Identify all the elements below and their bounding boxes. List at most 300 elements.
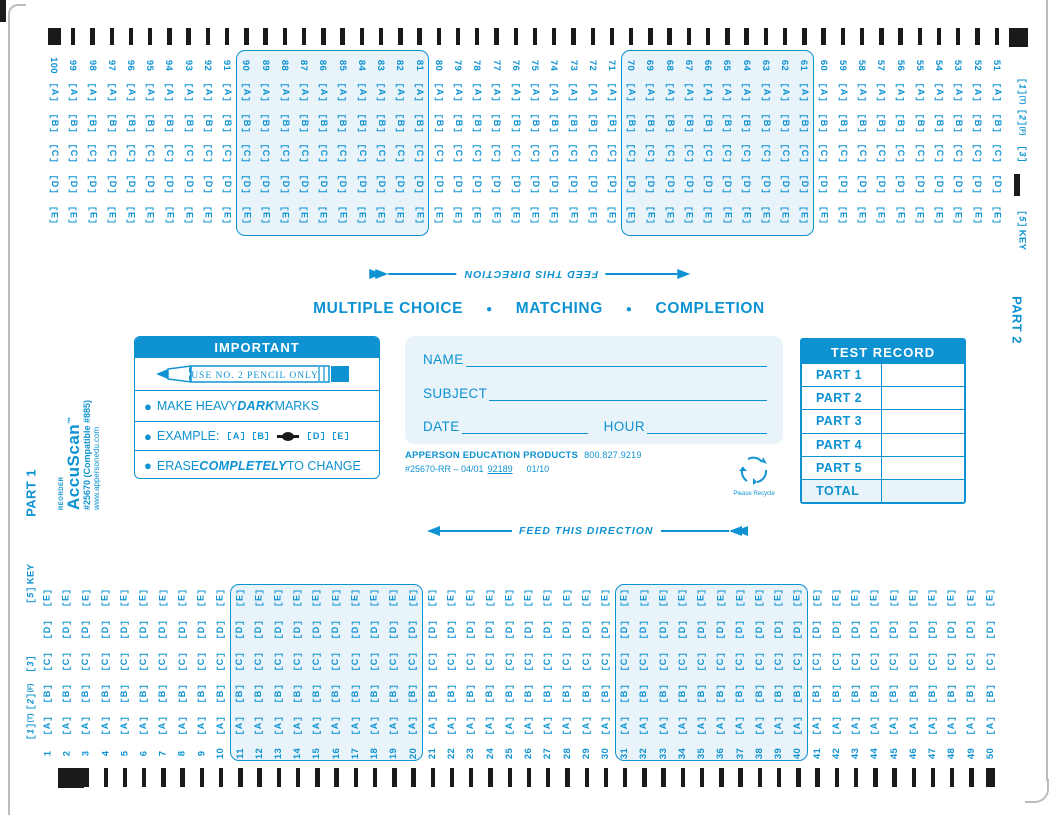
bubble-q59-C[interactable]: C: [833, 138, 852, 169]
bubble-q26-A[interactable]: A: [519, 710, 538, 742]
bubble-q61-D[interactable]: D: [794, 169, 813, 200]
bubble-q53-B[interactable]: B: [948, 108, 967, 139]
bubble-q52-C[interactable]: C: [968, 138, 987, 169]
bubble-q44-C[interactable]: C: [865, 646, 884, 678]
bubble-q55-A[interactable]: A: [910, 77, 929, 108]
bubble-q32-E[interactable]: E: [634, 582, 653, 614]
bubble-q10-C[interactable]: C: [211, 646, 230, 678]
bubble-q58-E[interactable]: E: [852, 199, 871, 230]
bubble-q75-A[interactable]: A: [525, 77, 544, 108]
bubble-q86-D[interactable]: D: [313, 169, 332, 200]
bubble-q98-E[interactable]: E: [82, 199, 101, 230]
bubble-q29-A[interactable]: A: [577, 710, 596, 742]
bubble-q64-C[interactable]: C: [737, 138, 756, 169]
bubble-q10-D[interactable]: D: [211, 614, 230, 646]
bubble-q99-A[interactable]: A: [63, 77, 82, 108]
bubble-q21-D[interactable]: D: [423, 614, 442, 646]
bubble-q76-E[interactable]: E: [506, 199, 525, 230]
bubble-q98-C[interactable]: C: [82, 138, 101, 169]
bubble-q12-D[interactable]: D: [250, 614, 269, 646]
bubble-q91-E[interactable]: E: [217, 199, 236, 230]
bubble-q24-C[interactable]: C: [481, 646, 500, 678]
bubble-q48-C[interactable]: C: [942, 646, 961, 678]
test-record-score-cell[interactable]: [882, 434, 964, 456]
bubble-q81-C[interactable]: C: [410, 138, 429, 169]
bubble-q77-D[interactable]: D: [487, 169, 506, 200]
bubble-q65-B[interactable]: B: [717, 108, 736, 139]
bubble-q54-A[interactable]: A: [929, 77, 948, 108]
bubble-q53-C[interactable]: C: [948, 138, 967, 169]
bubble-q22-D[interactable]: D: [442, 614, 461, 646]
bubble-q82-C[interactable]: C: [390, 138, 409, 169]
bubble-q86-E[interactable]: E: [313, 199, 332, 230]
bubble-q83-B[interactable]: B: [371, 108, 390, 139]
bubble-q100-A[interactable]: A: [44, 77, 63, 108]
bubble-q15-E[interactable]: E: [307, 582, 326, 614]
bubble-q40-D[interactable]: D: [788, 614, 807, 646]
bubble-q92-A[interactable]: A: [198, 77, 217, 108]
bubble-q55-C[interactable]: C: [910, 138, 929, 169]
bubble-q94-C[interactable]: C: [159, 138, 178, 169]
bubble-q54-B[interactable]: B: [929, 108, 948, 139]
bubble-q90-B[interactable]: B: [236, 108, 255, 139]
bubble-q48-D[interactable]: D: [942, 614, 961, 646]
bubble-q93-C[interactable]: C: [179, 138, 198, 169]
bubble-q31-C[interactable]: C: [615, 646, 634, 678]
bubble-q84-C[interactable]: C: [352, 138, 371, 169]
bubble-q75-C[interactable]: C: [525, 138, 544, 169]
bubble-q45-B[interactable]: B: [885, 678, 904, 710]
bubble-q69-D[interactable]: D: [640, 169, 659, 200]
bubble-q7-B[interactable]: B: [153, 678, 172, 710]
bubble-q60-B[interactable]: B: [814, 108, 833, 139]
bubble-q95-A[interactable]: A: [140, 77, 159, 108]
bubble-q7-E[interactable]: E: [153, 582, 172, 614]
bubble-q47-D[interactable]: D: [923, 614, 942, 646]
bubble-q9-E[interactable]: E: [192, 582, 211, 614]
bubble-q70-B[interactable]: B: [621, 108, 640, 139]
bubble-q40-E[interactable]: E: [788, 582, 807, 614]
bubble-q14-B[interactable]: B: [288, 678, 307, 710]
bubble-q48-B[interactable]: B: [942, 678, 961, 710]
bubble-q11-C[interactable]: C: [230, 646, 249, 678]
bubble-q72-C[interactable]: C: [583, 138, 602, 169]
bubble-q99-B[interactable]: B: [63, 108, 82, 139]
bubble-q42-C[interactable]: C: [827, 646, 846, 678]
bubble-q55-D[interactable]: D: [910, 169, 929, 200]
bubble-q60-C[interactable]: C: [814, 138, 833, 169]
bubble-q38-C[interactable]: C: [750, 646, 769, 678]
bubble-q46-D[interactable]: D: [904, 614, 923, 646]
bubble-q76-A[interactable]: A: [506, 77, 525, 108]
bubble-q56-A[interactable]: A: [891, 77, 910, 108]
bubble-q31-D[interactable]: D: [615, 614, 634, 646]
bubble-q58-B[interactable]: B: [852, 108, 871, 139]
bubble-q73-C[interactable]: C: [563, 138, 582, 169]
bubble-q62-C[interactable]: C: [775, 138, 794, 169]
bubble-q59-E[interactable]: E: [833, 199, 852, 230]
bubble-q36-A[interactable]: A: [711, 710, 730, 742]
bubble-q6-C[interactable]: C: [134, 646, 153, 678]
bubble-q33-A[interactable]: A: [654, 710, 673, 742]
bubble-q41-C[interactable]: C: [808, 646, 827, 678]
bubble-q83-A[interactable]: A: [371, 77, 390, 108]
bubble-q37-E[interactable]: E: [731, 582, 750, 614]
bubble-q74-A[interactable]: A: [544, 77, 563, 108]
bubble-q15-C[interactable]: C: [307, 646, 326, 678]
bubble-q45-A[interactable]: A: [885, 710, 904, 742]
bubble-q8-A[interactable]: A: [173, 710, 192, 742]
bubble-q68-B[interactable]: B: [660, 108, 679, 139]
bubble-q73-E[interactable]: E: [563, 199, 582, 230]
bubble-q9-A[interactable]: A: [192, 710, 211, 742]
bubble-q12-C[interactable]: C: [250, 646, 269, 678]
bubble-q93-D[interactable]: D: [179, 169, 198, 200]
bubble-q65-D[interactable]: D: [717, 169, 736, 200]
bubble-q14-A[interactable]: A: [288, 710, 307, 742]
bubble-q36-D[interactable]: D: [711, 614, 730, 646]
bubble-q39-E[interactable]: E: [769, 582, 788, 614]
bubble-q20-C[interactable]: C: [404, 646, 423, 678]
bubble-q16-A[interactable]: A: [327, 710, 346, 742]
bubble-q5-D[interactable]: D: [115, 614, 134, 646]
bubble-q91-A[interactable]: A: [217, 77, 236, 108]
bubble-q23-E[interactable]: E: [461, 582, 480, 614]
bubble-q62-D[interactable]: D: [775, 169, 794, 200]
bubble-q97-B[interactable]: B: [102, 108, 121, 139]
bubble-q63-B[interactable]: B: [756, 108, 775, 139]
bubble-q64-E[interactable]: E: [737, 199, 756, 230]
bubble-q92-E[interactable]: E: [198, 199, 217, 230]
bubble-q38-B[interactable]: B: [750, 678, 769, 710]
bubble-q9-B[interactable]: B: [192, 678, 211, 710]
bubble-q61-A[interactable]: A: [794, 77, 813, 108]
bubble-q68-A[interactable]: A: [660, 77, 679, 108]
bubble-q56-C[interactable]: C: [891, 138, 910, 169]
bubble-q95-E[interactable]: E: [140, 199, 159, 230]
bubble-q74-D[interactable]: D: [544, 169, 563, 200]
bubble-q96-A[interactable]: A: [121, 77, 140, 108]
bubble-q54-E[interactable]: E: [929, 199, 948, 230]
bubble-q92-D[interactable]: D: [198, 169, 217, 200]
bubble-q97-E[interactable]: E: [102, 199, 121, 230]
bubble-q98-D[interactable]: D: [82, 169, 101, 200]
bubble-q70-C[interactable]: C: [621, 138, 640, 169]
bubble-q19-C[interactable]: C: [384, 646, 403, 678]
bubble-q27-B[interactable]: B: [538, 678, 557, 710]
bubble-q99-C[interactable]: C: [63, 138, 82, 169]
bubble-q1-B[interactable]: B: [38, 678, 57, 710]
bubble-q61-C[interactable]: C: [794, 138, 813, 169]
bubble-q60-D[interactable]: D: [814, 169, 833, 200]
bubble-q76-B[interactable]: B: [506, 108, 525, 139]
bubble-q14-C[interactable]: C: [288, 646, 307, 678]
bubble-q46-C[interactable]: C: [904, 646, 923, 678]
bubble-q70-E[interactable]: E: [621, 199, 640, 230]
bubble-q14-E[interactable]: E: [288, 582, 307, 614]
bubble-q40-C[interactable]: C: [788, 646, 807, 678]
bubble-q30-B[interactable]: B: [596, 678, 615, 710]
bubble-q34-A[interactable]: A: [673, 710, 692, 742]
bubble-q24-D[interactable]: D: [481, 614, 500, 646]
bubble-q7-D[interactable]: D: [153, 614, 172, 646]
bubble-q41-B[interactable]: B: [808, 678, 827, 710]
bubble-q4-D[interactable]: D: [96, 614, 115, 646]
bubble-q13-C[interactable]: C: [269, 646, 288, 678]
bubble-q58-D[interactable]: D: [852, 169, 871, 200]
bubble-q39-A[interactable]: A: [769, 710, 788, 742]
bubble-q61-E[interactable]: E: [794, 199, 813, 230]
bubble-q87-D[interactable]: D: [294, 169, 313, 200]
bubble-q16-C[interactable]: C: [327, 646, 346, 678]
bubble-q12-B[interactable]: B: [250, 678, 269, 710]
bubble-q26-D[interactable]: D: [519, 614, 538, 646]
bubble-q86-A[interactable]: A: [313, 77, 332, 108]
bubble-q15-D[interactable]: D: [307, 614, 326, 646]
bubble-q74-E[interactable]: E: [544, 199, 563, 230]
hour-input-line[interactable]: [647, 420, 767, 434]
bubble-q100-B[interactable]: B: [44, 108, 63, 139]
bubble-q50-A[interactable]: A: [981, 710, 1000, 742]
bubble-q50-B[interactable]: B: [981, 678, 1000, 710]
name-input-line[interactable]: [466, 353, 767, 367]
bubble-q2-D[interactable]: D: [57, 614, 76, 646]
bubble-q59-B[interactable]: B: [833, 108, 852, 139]
bubble-q93-A[interactable]: A: [179, 77, 198, 108]
bubble-q47-E[interactable]: E: [923, 582, 942, 614]
bubble-q24-B[interactable]: B: [481, 678, 500, 710]
bubble-q63-A[interactable]: A: [756, 77, 775, 108]
bubble-q20-E[interactable]: E: [404, 582, 423, 614]
bubble-q54-C[interactable]: C: [929, 138, 948, 169]
bubble-q83-D[interactable]: D: [371, 169, 390, 200]
bubble-q84-D[interactable]: D: [352, 169, 371, 200]
bubble-q38-D[interactable]: D: [750, 614, 769, 646]
bubble-q20-B[interactable]: B: [404, 678, 423, 710]
bubble-q56-B[interactable]: B: [891, 108, 910, 139]
bubble-q53-A[interactable]: A: [948, 77, 967, 108]
bubble-q68-E[interactable]: E: [660, 199, 679, 230]
bubble-q29-E[interactable]: E: [577, 582, 596, 614]
bubble-q73-A[interactable]: A: [563, 77, 582, 108]
bubble-q18-A[interactable]: A: [365, 710, 384, 742]
bubble-q67-A[interactable]: A: [679, 77, 698, 108]
bubble-q75-D[interactable]: D: [525, 169, 544, 200]
bubble-q23-A[interactable]: A: [461, 710, 480, 742]
bubble-q33-C[interactable]: C: [654, 646, 673, 678]
bubble-q100-D[interactable]: D: [44, 169, 63, 200]
bubble-q27-E[interactable]: E: [538, 582, 557, 614]
bubble-q5-B[interactable]: B: [115, 678, 134, 710]
bubble-q28-C[interactable]: C: [557, 646, 576, 678]
key-bubble-1[interactable]: 1 (T): [27, 714, 36, 739]
bubble-q58-C[interactable]: C: [852, 138, 871, 169]
bubble-q50-E[interactable]: E: [981, 582, 1000, 614]
bubble-q18-B[interactable]: B: [365, 678, 384, 710]
bubble-q18-E[interactable]: E: [365, 582, 384, 614]
bubble-q22-E[interactable]: E: [442, 582, 461, 614]
bubble-q49-D[interactable]: D: [962, 614, 981, 646]
bubble-q19-D[interactable]: D: [384, 614, 403, 646]
bubble-q64-D[interactable]: D: [737, 169, 756, 200]
key-bubble-3[interactable]: 3: [27, 657, 36, 671]
bubble-q16-E[interactable]: E: [327, 582, 346, 614]
bubble-q94-B[interactable]: B: [159, 108, 178, 139]
bubble-q59-A[interactable]: A: [833, 77, 852, 108]
bubble-q2-B[interactable]: B: [57, 678, 76, 710]
bubble-q57-A[interactable]: A: [871, 77, 890, 108]
bubble-q25-B[interactable]: B: [500, 678, 519, 710]
bubble-q72-A[interactable]: A: [583, 77, 602, 108]
bubble-q19-E[interactable]: E: [384, 582, 403, 614]
key-bubble-3[interactable]: 3: [1018, 146, 1027, 160]
bubble-q3-B[interactable]: B: [76, 678, 95, 710]
bubble-q43-D[interactable]: D: [846, 614, 865, 646]
bubble-q1-D[interactable]: D: [38, 614, 57, 646]
bubble-q46-B[interactable]: B: [904, 678, 923, 710]
bubble-q10-A[interactable]: A: [211, 710, 230, 742]
bubble-q44-D[interactable]: D: [865, 614, 884, 646]
bubble-q25-C[interactable]: C: [500, 646, 519, 678]
bubble-q28-B[interactable]: B: [557, 678, 576, 710]
bubble-q77-B[interactable]: B: [487, 108, 506, 139]
bubble-q81-B[interactable]: B: [410, 108, 429, 139]
bubble-q43-B[interactable]: B: [846, 678, 865, 710]
bubble-q40-B[interactable]: B: [788, 678, 807, 710]
bubble-q8-C[interactable]: C: [173, 646, 192, 678]
bubble-q90-C[interactable]: C: [236, 138, 255, 169]
bubble-q66-D[interactable]: D: [698, 169, 717, 200]
bubble-q83-E[interactable]: E: [371, 199, 390, 230]
bubble-q72-E[interactable]: E: [583, 199, 602, 230]
bubble-q22-C[interactable]: C: [442, 646, 461, 678]
bubble-q41-D[interactable]: D: [808, 614, 827, 646]
bubble-q55-E[interactable]: E: [910, 199, 929, 230]
bubble-q93-B[interactable]: B: [179, 108, 198, 139]
bubble-q93-E[interactable]: E: [179, 199, 198, 230]
bubble-q69-C[interactable]: C: [640, 138, 659, 169]
bubble-q44-B[interactable]: B: [865, 678, 884, 710]
key-bubble-1[interactable]: 1 (T): [1018, 80, 1027, 105]
bubble-q71-B[interactable]: B: [602, 108, 621, 139]
bubble-q21-C[interactable]: C: [423, 646, 442, 678]
bubble-q78-E[interactable]: E: [467, 199, 486, 230]
bubble-q51-A[interactable]: A: [987, 77, 1006, 108]
bubble-q35-C[interactable]: C: [692, 646, 711, 678]
bubble-q78-D[interactable]: D: [467, 169, 486, 200]
bubble-q64-A[interactable]: A: [737, 77, 756, 108]
bubble-q57-E[interactable]: E: [871, 199, 890, 230]
bubble-q85-E[interactable]: E: [333, 199, 352, 230]
bubble-q84-A[interactable]: A: [352, 77, 371, 108]
bubble-q43-A[interactable]: A: [846, 710, 865, 742]
bubble-q92-C[interactable]: C: [198, 138, 217, 169]
bubble-q17-C[interactable]: C: [346, 646, 365, 678]
bubble-q87-A[interactable]: A: [294, 77, 313, 108]
bubble-q82-D[interactable]: D: [390, 169, 409, 200]
bubble-q50-C[interactable]: C: [981, 646, 1000, 678]
bubble-q71-D[interactable]: D: [602, 169, 621, 200]
bubble-q41-E[interactable]: E: [808, 582, 827, 614]
bubble-q3-D[interactable]: D: [76, 614, 95, 646]
bubble-q51-C[interactable]: C: [987, 138, 1006, 169]
bubble-q96-C[interactable]: C: [121, 138, 140, 169]
bubble-q7-A[interactable]: A: [153, 710, 172, 742]
bubble-q90-A[interactable]: A: [236, 77, 255, 108]
bubble-q89-D[interactable]: D: [256, 169, 275, 200]
bubble-q28-D[interactable]: D: [557, 614, 576, 646]
bubble-q51-E[interactable]: E: [987, 199, 1006, 230]
bubble-q39-D[interactable]: D: [769, 614, 788, 646]
bubble-q67-C[interactable]: C: [679, 138, 698, 169]
bubble-q4-A[interactable]: A: [96, 710, 115, 742]
bubble-q55-B[interactable]: B: [910, 108, 929, 139]
bubble-q38-E[interactable]: E: [750, 582, 769, 614]
bubble-q1-A[interactable]: A: [38, 710, 57, 742]
bubble-q3-E[interactable]: E: [76, 582, 95, 614]
bubble-q95-C[interactable]: C: [140, 138, 159, 169]
bubble-q87-B[interactable]: B: [294, 108, 313, 139]
bubble-q44-A[interactable]: A: [865, 710, 884, 742]
bubble-q26-C[interactable]: C: [519, 646, 538, 678]
bubble-q4-E[interactable]: E: [96, 582, 115, 614]
bubble-q65-A[interactable]: A: [717, 77, 736, 108]
bubble-q82-E[interactable]: E: [390, 199, 409, 230]
bubble-q26-B[interactable]: B: [519, 678, 538, 710]
bubble-q85-A[interactable]: A: [333, 77, 352, 108]
bubble-q2-A[interactable]: A: [57, 710, 76, 742]
bubble-q13-D[interactable]: D: [269, 614, 288, 646]
bubble-q82-B[interactable]: B: [390, 108, 409, 139]
bubble-q74-C[interactable]: C: [544, 138, 563, 169]
bubble-q91-D[interactable]: D: [217, 169, 236, 200]
bubble-q84-B[interactable]: B: [352, 108, 371, 139]
bubble-q80-D[interactable]: D: [429, 169, 448, 200]
bubble-q62-B[interactable]: B: [775, 108, 794, 139]
bubble-q29-D[interactable]: D: [577, 614, 596, 646]
bubble-q78-C[interactable]: C: [467, 138, 486, 169]
bubble-q52-D[interactable]: D: [968, 169, 987, 200]
bubble-q94-D[interactable]: D: [159, 169, 178, 200]
bubble-q85-B[interactable]: B: [333, 108, 352, 139]
bubble-q35-A[interactable]: A: [692, 710, 711, 742]
bubble-q22-A[interactable]: A: [442, 710, 461, 742]
bubble-q44-E[interactable]: E: [865, 582, 884, 614]
bubble-q67-D[interactable]: D: [679, 169, 698, 200]
bubble-q8-D[interactable]: D: [173, 614, 192, 646]
bubble-q31-B[interactable]: B: [615, 678, 634, 710]
bubble-q88-E[interactable]: E: [275, 199, 294, 230]
bubble-q25-E[interactable]: E: [500, 582, 519, 614]
bubble-q66-E[interactable]: E: [698, 199, 717, 230]
bubble-q3-A[interactable]: A: [76, 710, 95, 742]
bubble-q96-D[interactable]: D: [121, 169, 140, 200]
bubble-q31-A[interactable]: A: [615, 710, 634, 742]
bubble-q54-D[interactable]: D: [929, 169, 948, 200]
bubble-q80-B[interactable]: B: [429, 108, 448, 139]
bubble-q33-B[interactable]: B: [654, 678, 673, 710]
bubble-q72-B[interactable]: B: [583, 108, 602, 139]
bubble-q45-D[interactable]: D: [885, 614, 904, 646]
bubble-q36-B[interactable]: B: [711, 678, 730, 710]
bubble-q42-A[interactable]: A: [827, 710, 846, 742]
bubble-q88-B[interactable]: B: [275, 108, 294, 139]
bubble-q89-C[interactable]: C: [256, 138, 275, 169]
bubble-q38-A[interactable]: A: [750, 710, 769, 742]
bubble-q49-E[interactable]: E: [962, 582, 981, 614]
bubble-q51-B[interactable]: B: [987, 108, 1006, 139]
bubble-q67-B[interactable]: B: [679, 108, 698, 139]
